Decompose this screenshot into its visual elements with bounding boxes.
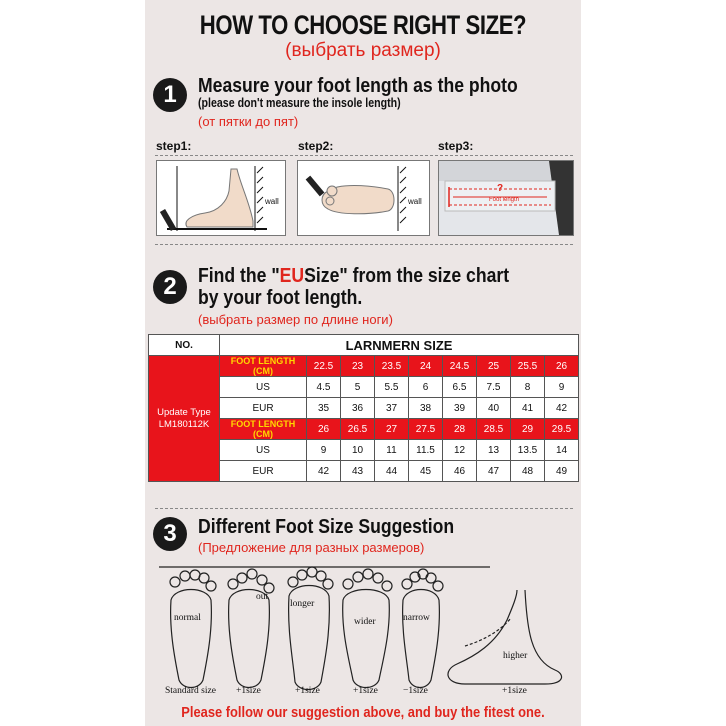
model-type-label: Update Type [157,406,211,418]
page-title: HOW TO CHOOSE RIGHT SIZE? [199,10,527,40]
eur-cell: 36 [341,398,375,419]
cm-cell: 25.5 [511,356,545,377]
cm-cell: 27 [375,419,409,440]
section3-heading: Different Foot Size Suggestion [198,516,455,538]
section1-divider [155,244,573,245]
foot-normal-icon [170,570,216,688]
us-cell: 9 [545,377,579,398]
us-cell: 13 [477,440,511,461]
foot-higher-icon [448,590,562,684]
model-code-label: LM180112K [158,418,210,430]
size-label-out: +1size [236,686,261,696]
step-divider [155,155,573,156]
cm-cell: 23 [341,356,375,377]
foot-label-out: out [256,592,269,602]
cm-cell: 28.5 [477,419,511,440]
us-label: US [220,440,307,461]
section1-note-ru: (от пятки до пят) [198,114,299,129]
cm-cell: 22.5 [307,356,341,377]
measure-question-mark: ? [497,183,504,194]
step1-label: step1: [156,139,192,153]
brand-size-header: LARNMERN SIZE [220,335,579,356]
cm-cell: 24 [409,356,443,377]
cm-cell: 26.5 [341,419,375,440]
us-cell: 13.5 [511,440,545,461]
foot-narrow-icon [402,569,443,688]
section3-note-ru: (Предложение для разных размеров) [198,540,425,555]
foot-label-narrow: narrow [403,613,430,623]
us-cell: 7.5 [477,377,511,398]
us-cell: 6.5 [443,377,477,398]
page-subtitle: (выбрать размер) [285,40,441,61]
us-cell: 9 [307,440,341,461]
eur-cell: 46 [443,461,477,482]
foot-out-icon [228,569,274,688]
wall-label: wall [408,197,422,206]
eur-cell: 38 [409,398,443,419]
size-guide-panel [145,0,581,726]
step2-illustration [297,160,430,236]
wall-label: wall [265,197,279,206]
size-chart-table [148,334,579,482]
eur-cell: 47 [477,461,511,482]
eur-cell: 48 [511,461,545,482]
us-cell: 11.5 [409,440,443,461]
eur-label: EUR [220,461,307,482]
step3-label: step3: [438,139,474,153]
eur-cell: 35 [307,398,341,419]
eur-cell: 42 [545,398,579,419]
section2-heading-part2: Size" from the size chart [304,265,510,287]
size-label-standard: Standard size [165,686,216,696]
eur-label: EUR [220,398,307,419]
size-label-wider: +1size [353,686,378,696]
cm-cell: 28 [443,419,477,440]
eur-cell: 39 [443,398,477,419]
us-cell: 12 [443,440,477,461]
us-cell: 6 [409,377,443,398]
cm-cell: 23.5 [375,356,409,377]
section2-heading-line2: by your foot length. [198,287,363,309]
cm-cell: 29 [511,419,545,440]
foot-label-longer: longer [290,599,315,609]
foot-label-higher: higher [503,651,528,661]
table-row [149,356,579,377]
foot-longer-icon [288,567,333,690]
eur-cell: 45 [409,461,443,482]
cm-cell: 29.5 [545,419,579,440]
foot-length-label: FOOT LENGTH (CM) [220,356,307,377]
eu-highlight: EU [279,265,305,287]
section2-divider [155,508,573,509]
eur-cell: 43 [341,461,375,482]
step-number-2: 2 [153,270,187,304]
cm-cell: 26 [545,356,579,377]
section2-heading-part1: Find the " [198,265,280,287]
step-number-3: 3 [153,517,187,551]
eur-cell: 41 [511,398,545,419]
eur-cell: 40 [477,398,511,419]
section1-heading: Measure your foot length as the photo [198,75,518,97]
us-cell: 5 [341,377,375,398]
us-cell: 5.5 [375,377,409,398]
us-cell: 14 [545,440,579,461]
us-cell: 10 [341,440,375,461]
section2-heading [198,265,509,288]
eur-cell: 37 [375,398,409,419]
table-header-row [149,335,579,356]
cm-cell: 25 [477,356,511,377]
size-label-longer: +1size [295,686,320,696]
us-cell: 11 [375,440,409,461]
eur-cell: 44 [375,461,409,482]
foot-label-wider: wider [354,617,376,627]
foot-length-label: FOOT LENGTH (CM) [220,419,307,440]
step-number-1: 1 [153,78,187,112]
step3-illustration [438,160,574,236]
cm-cell: 26 [307,419,341,440]
step2-label: step2: [298,139,334,153]
section2-note-ru: (выбрать размер по длине ноги) [198,312,393,327]
model-cell [149,356,220,482]
us-label: US [220,377,307,398]
cm-cell: 24.5 [443,356,477,377]
footer-advice: Please follow our suggestion above, and buy the fitest one. [181,704,545,721]
us-cell: 4.5 [307,377,341,398]
no-header: NO. [149,335,220,356]
foot-wider-icon [343,569,392,688]
cm-cell: 27.5 [409,419,443,440]
size-label-higher: +1size [502,686,527,696]
us-cell: 8 [511,377,545,398]
size-label-narrow: −1size [403,686,428,696]
section1-note: (please don't measure the insole length) [198,96,401,110]
foot-length-caption: Foot length [489,197,520,203]
foot-shapes-illustration [145,560,581,700]
eur-cell: 49 [545,461,579,482]
step1-illustration [156,160,286,236]
eur-cell: 42 [307,461,341,482]
foot-label-normal: normal [174,613,201,623]
